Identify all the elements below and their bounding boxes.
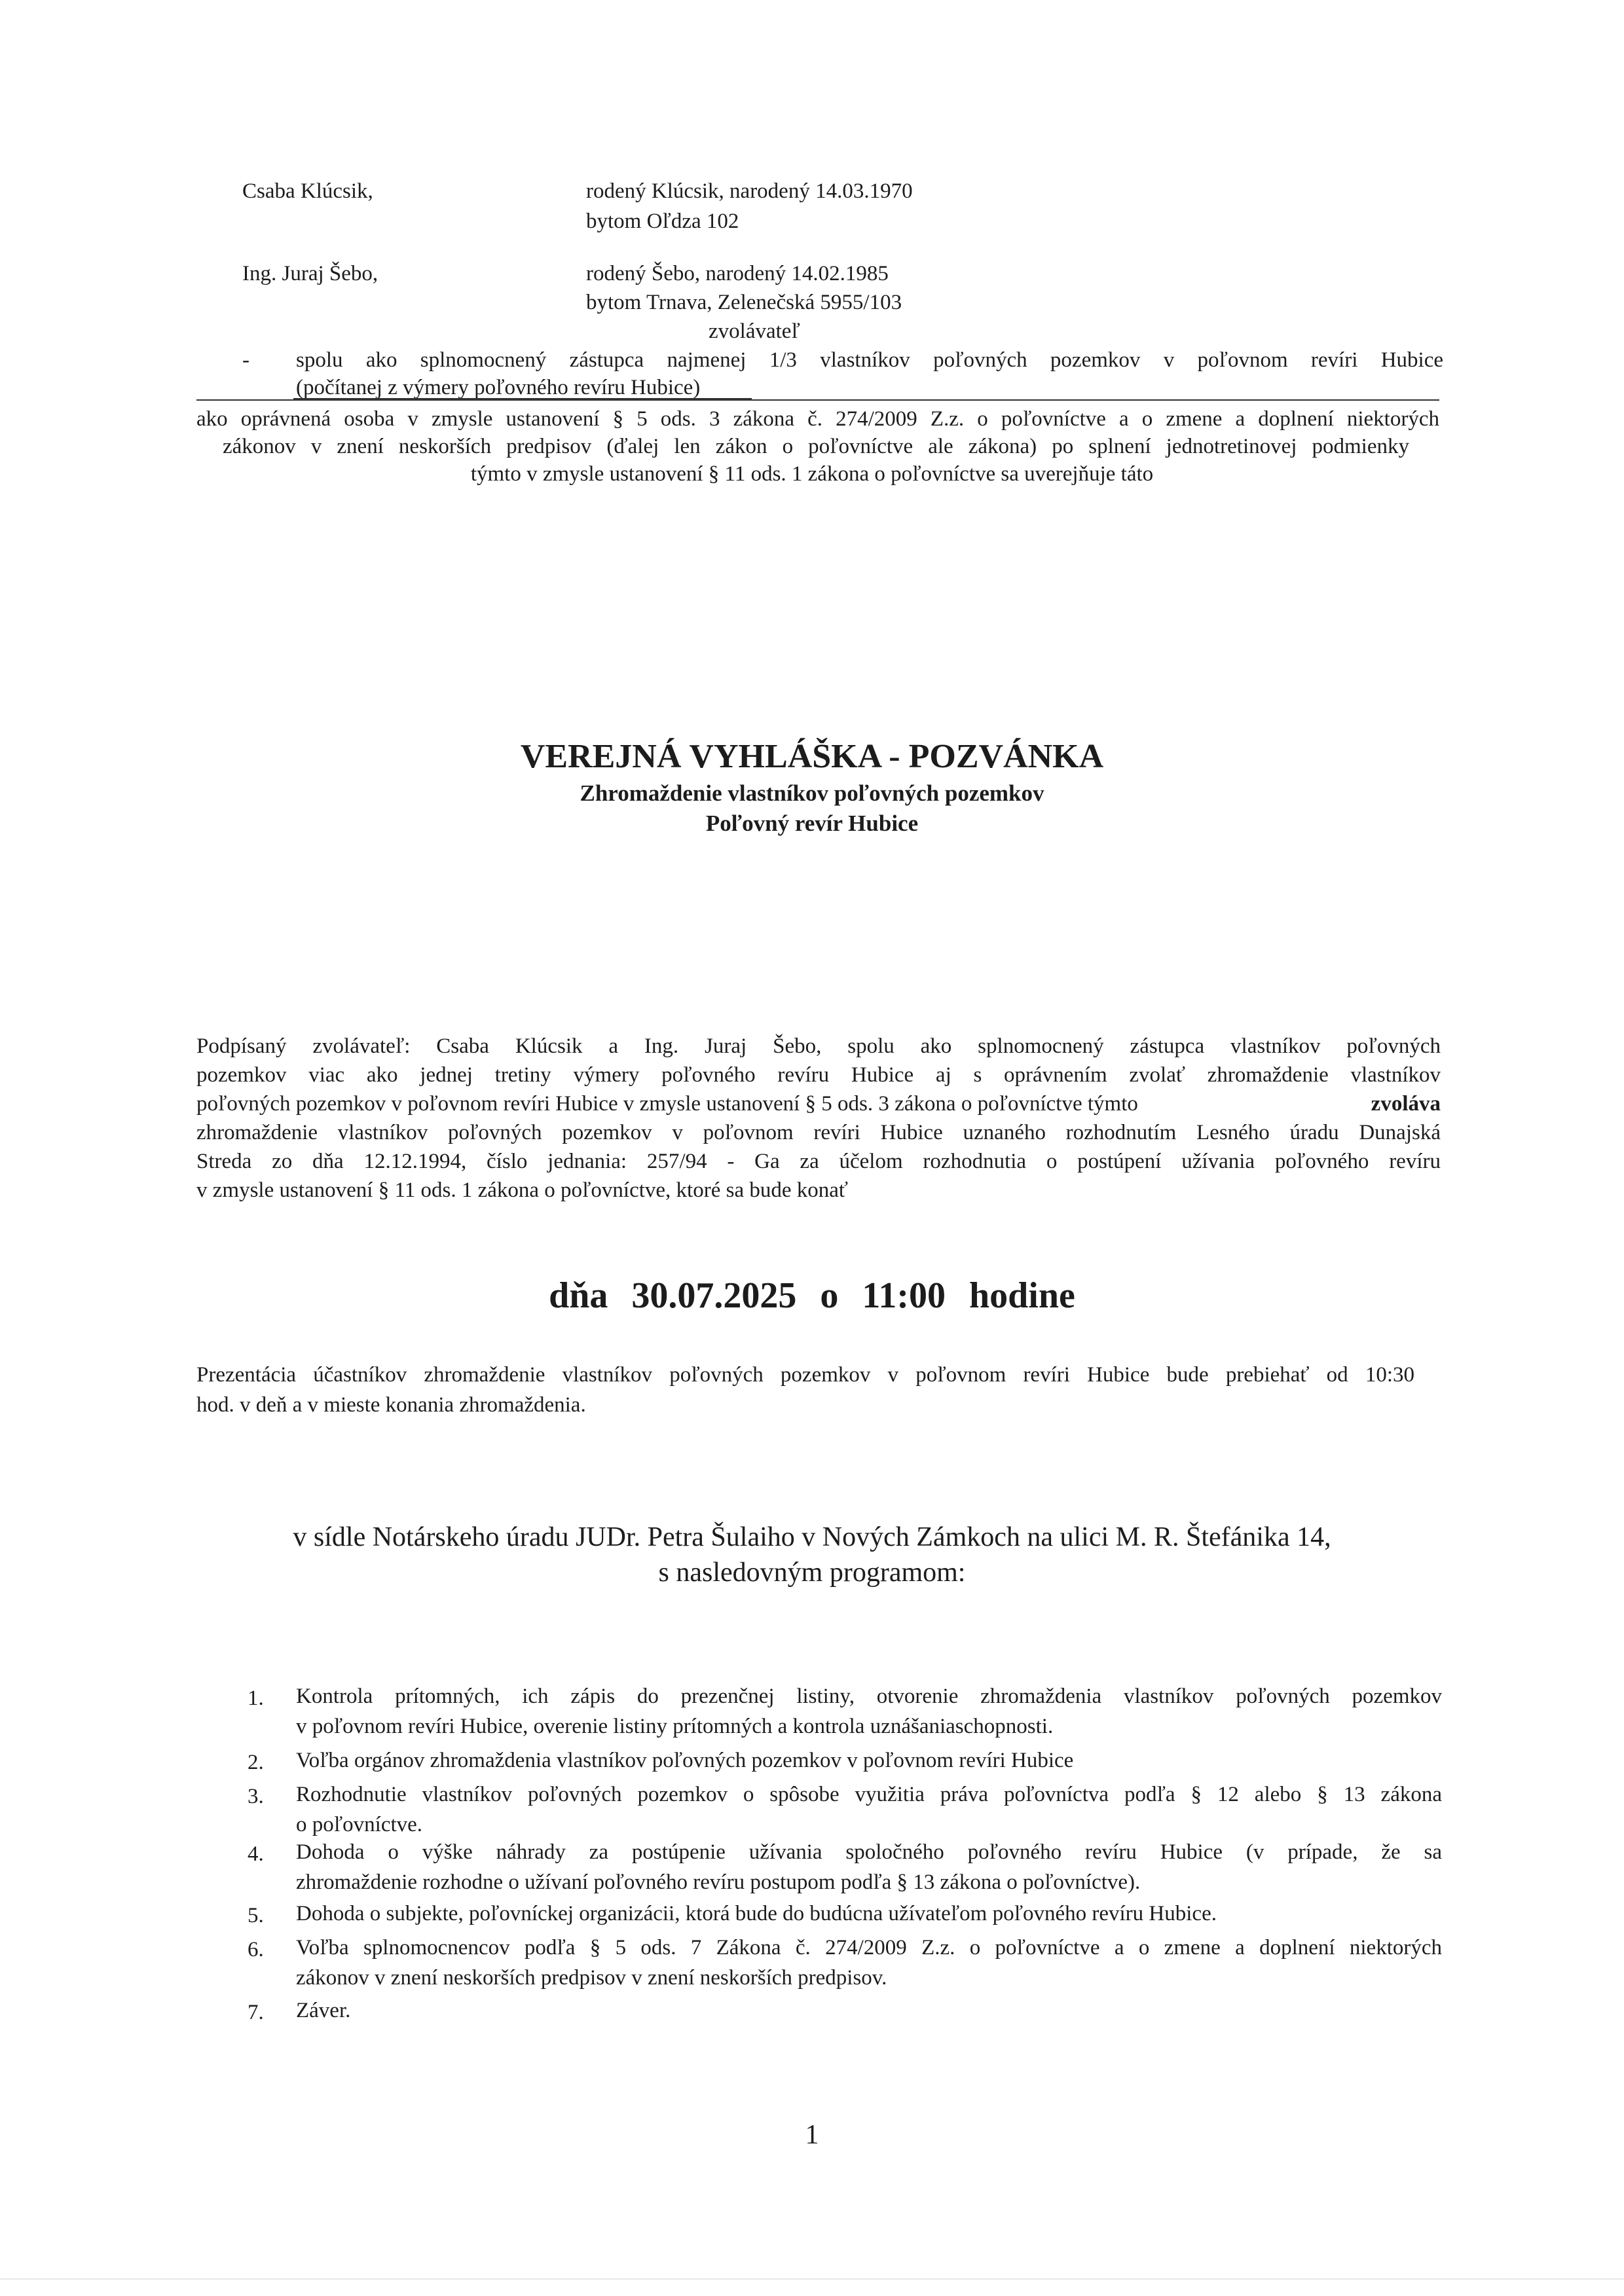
- person1-birth: rodený Klúcsik, narodený 14.03.1970: [586, 179, 913, 203]
- program-item: [296, 1933, 1442, 1993]
- person1-name: Csaba Klúcsik,: [242, 179, 373, 203]
- convener-role: zvolávateľ: [709, 319, 800, 343]
- person2-birth: rodený Šebo, narodený 14.02.1985: [586, 262, 889, 285]
- page-number: 1: [805, 2120, 819, 2150]
- program-item: [296, 1899, 1442, 1929]
- program-number: 4.: [248, 1842, 264, 1866]
- program-number: 6.: [248, 1938, 264, 1961]
- list-dash: -: [242, 348, 249, 372]
- program-item-text: Dohoda o výške náhrady za postúpenie užívania spoločného poľovného revíru Hubice (v prípade, že sa: [296, 1840, 1442, 1864]
- paragraph-text: poľovných pozemkov v poľovnom revíri Hubice v zmysle ustanovení § 5 ods. 3 zákona o poľovníctve týmto: [196, 1092, 1138, 1116]
- document-subtitle: Zhromaždenie vlastníkov poľovných pozemkov: [580, 780, 1044, 806]
- program-item: [296, 1745, 1442, 1776]
- representative-line-2: (počítanej z výmery poľovného revíru Hubice): [296, 376, 701, 399]
- program-item-text: Voľba splnomocnencov podľa § 5 ods. 7 Zákona č. 274/2009 Z.z. o poľovníctve a o zmene a doplnení niektorých: [296, 1936, 1442, 1959]
- paragraph-line: Podpísaný zvolávateľ: Csaba Klúcsik a Ing. Juraj Šebo, spolu ako splnomocnený zástupca vlastníkov poľovných: [196, 1034, 1441, 1058]
- program-number: 5.: [248, 1904, 264, 1927]
- paragraph-line: [196, 1091, 1441, 1117]
- program-number: 1.: [248, 1686, 264, 1710]
- paragraph-line: v zmysle ustanovení § 11 ods. 1 zákona o poľovníctve, ktoré sa bude konať: [196, 1178, 848, 1202]
- legal-basis-line-3: týmto v zmysle ustanovení § 11 ods. 1 zákona o poľovníctve sa uverejňuje táto: [470, 462, 1154, 486]
- program-item-text: Záver.: [296, 1999, 351, 2022]
- legal-basis-line-2: zákonov v znení neskorších predpisov (ďalej len zákon o poľovníctve ale zákona) po splnení jednotretinovej podmienky: [223, 435, 1409, 458]
- representative-line: spolu ako splnomocnený zástupca najmenej 1/3 vlastníkov poľovných pozemkov v poľovnom revíri Hubice: [296, 348, 1443, 372]
- document-title: VEREJNÁ VYHLÁŠKA - POZVÁNKA: [520, 738, 1104, 775]
- program-item-text: Dohoda o subjekte, poľovníckej organizácii, ktorá bude do budúcna užívateľom poľovného revíru Hubice.: [296, 1902, 1217, 1925]
- meeting-date: dňa 30.07.2025 o 11:00 hodine: [549, 1275, 1075, 1316]
- legal-basis-line-1: ako oprávnená osoba v zmysle ustanovení § 5 ods. 3 zákona č. 274/2009 Z.z. o poľovníctve a o zmene a doplnení niektorých: [196, 407, 1439, 431]
- hunting-ground-name: Poľovný revír Hubice: [705, 811, 919, 836]
- presentation-line-1: Prezentácia účastníkov zhromaždenie vlastníkov poľovných pozemkov v poľovnom revíri Hubice bude prebiehať od 10:30: [196, 1363, 1414, 1387]
- venue-line-1: v sídle Notárskeho úradu JUDr. Petra Šulaiho v Nových Zámkoch na ulici M. R. Štefánika 14,: [293, 1522, 1331, 1552]
- paragraph-line: pozemkov viac ako jednej tretiny výmery poľovného revíru Hubice aj s oprávnením zvolať zhromaždenie vlastníkov: [196, 1063, 1441, 1087]
- person1-address: bytom Oľdza 102: [586, 210, 739, 233]
- program-item: [296, 1779, 1442, 1840]
- program-item: [296, 1995, 1442, 2026]
- program-number: 7.: [248, 2001, 264, 2024]
- program-item-text: v poľovnom revíri Hubice, overenie listiny prítomných a kontrola uznášaniaschopnosti.: [296, 1715, 1054, 1738]
- program-item: [296, 1837, 1442, 1897]
- header-rule: [196, 399, 1439, 401]
- program-item-text: zhromaždenie rozhodne o užívaní poľovného revíru postupom podľa § 13 zákona o poľovníctve).: [296, 1870, 1141, 1894]
- program-item-text: Rozhodnutie vlastníkov poľovných pozemkov o spôsobe využitia práva poľovníctva podľa § 12 alebo § 13 zákona: [296, 1783, 1442, 1806]
- program-number: 3.: [248, 1785, 264, 1808]
- program-item: [296, 1681, 1442, 1741]
- program-item-text: Kontrola prítomných, ich zápis do prezenčnej listiny, otvorenie zhromaždenia vlastníkov poľovných pozemkov: [296, 1685, 1442, 1708]
- paragraph-line: zhromaždenie vlastníkov poľovných pozemkov v poľovnom revíri Hubice uznaného rozhodnutím Lesného úradu Dunajská: [196, 1121, 1441, 1144]
- program-item-text: zákonov v znení neskorších predpisov v znení neskorších predpisov.: [296, 1966, 887, 1990]
- presentation-line-2: hod. v deň a v mieste konania zhromaždenia.: [196, 1393, 586, 1417]
- program-item-text: o poľovníctve.: [296, 1813, 423, 1836]
- scan-edge-line: [0, 2278, 1624, 2280]
- convenes-keyword: zvoláva: [1371, 1092, 1441, 1116]
- program-item-text: Voľba orgánov zhromaždenia vlastníkov poľovných pozemkov v poľovnom revíri Hubice: [296, 1749, 1074, 1772]
- paragraph-line: Streda zo dňa 12.12.1994, číslo jednania: 257/94 - Ga za účelom rozhodnutia o postúpení užívania poľovného revíru: [196, 1150, 1441, 1173]
- person2-name: Ing. Juraj Šebo,: [242, 262, 378, 285]
- program-number: 2.: [248, 1751, 264, 1774]
- person2-address: bytom Trnava, Zelenečská 5955/103: [586, 291, 902, 314]
- venue-line-2: s nasledovným programom:: [658, 1558, 966, 1588]
